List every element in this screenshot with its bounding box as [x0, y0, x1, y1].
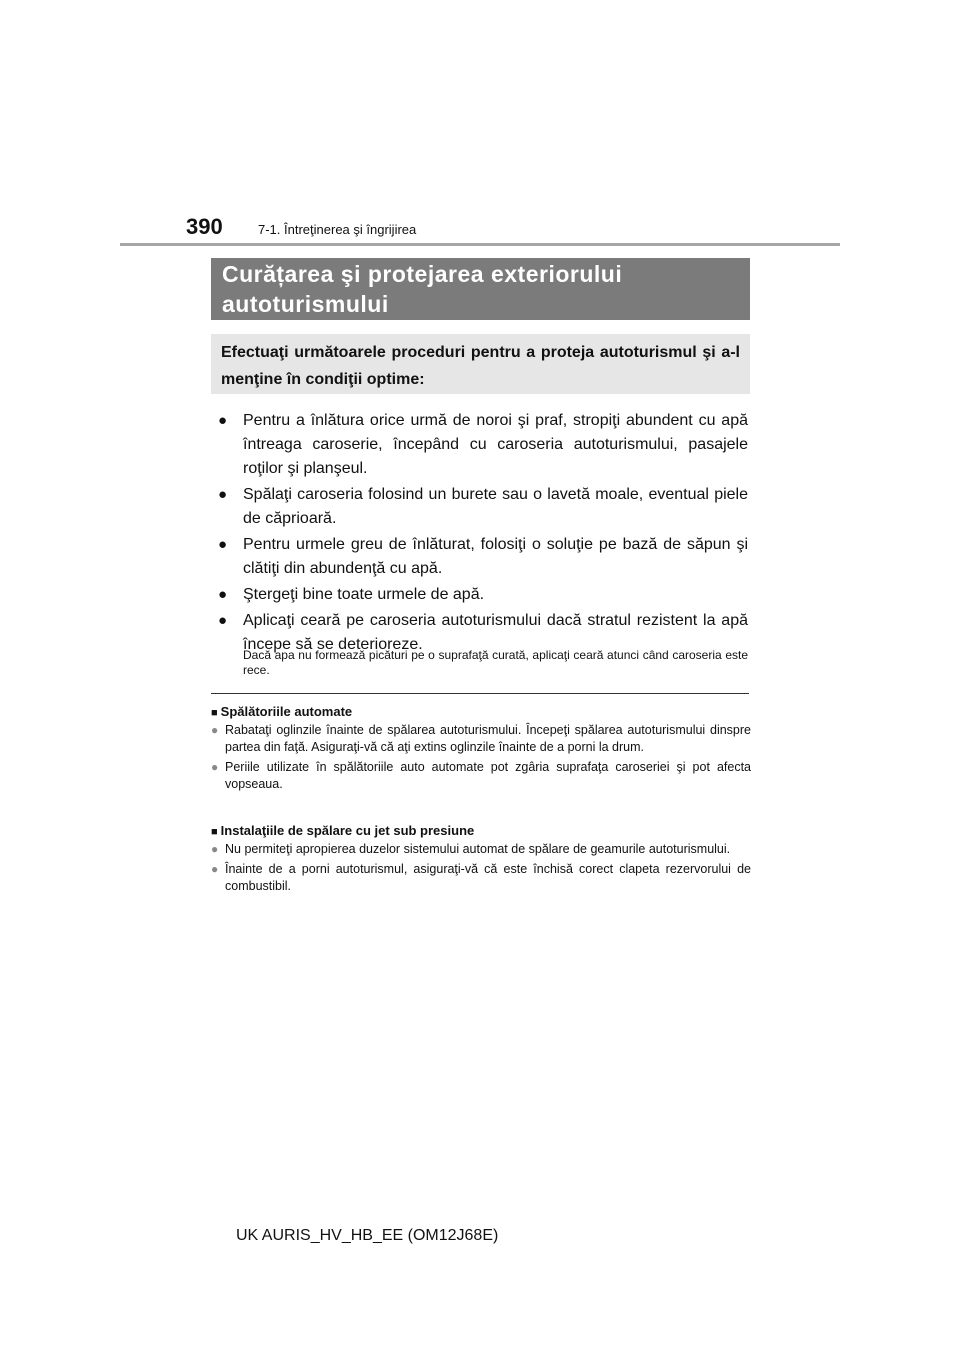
note-text: Dacă apa nu formează picături pe o suprafaţă curată, aplicaţi ceară atunci când caroseria este rece.	[243, 648, 748, 677]
bullet-text: Ştergeţi bine toate urmele de apă.	[243, 586, 485, 603]
footer-doc-id: UK AURIS_HV_HB_EE (OM12J68E)	[236, 1227, 499, 1244]
bullet-dot-icon: ●	[218, 612, 228, 629]
section-high-pressure-wash	[211, 822, 751, 898]
bullet-dot-icon: ●	[218, 412, 228, 429]
bullet-dot-icon: ●	[218, 586, 228, 603]
section-item	[211, 722, 751, 756]
square-bullet-icon: ■	[211, 707, 218, 719]
section-item	[211, 759, 751, 793]
section-item-text: Rabataţi oglinzile înainte de spălarea autoturismului. Începeţi spălarea autoturismului dinspre partea din faţă. Asiguraţi-vă că aţi extins oglinzile înainte de a porni la drum.	[225, 723, 751, 754]
bullet-dot-icon: ●	[218, 486, 228, 503]
bullet-item	[218, 409, 748, 481]
page-title: Curățarea şi protejarea exteriorului autoturismului	[211, 258, 750, 320]
square-bullet-icon: ■	[211, 826, 218, 838]
section-divider	[211, 693, 749, 694]
section-title	[211, 703, 751, 722]
section-automatic-car-wash	[211, 703, 751, 796]
intro-box: Efectuaţi următoarele proceduri pentru a proteja autoturismul şi a-l menţine în condiţii optime:	[211, 334, 750, 394]
bullet-text: Pentru urmele greu de înlăturat, folosiţi o soluţie pe bază de săpun şi clătiţi din abundenţă cu apă.	[243, 536, 748, 577]
bullet-dot-icon: ●	[211, 723, 219, 737]
bullet-text: Aplicaţi ceară pe caroseria autoturismului dacă stratul rezistent la apă începe să se deterioreze.	[243, 612, 748, 653]
main-bullet-list	[218, 409, 748, 659]
section-header: 7-1. Întreţinerea şi îngrijirea	[258, 222, 417, 237]
section-title-text: Instalaţiile de spălare cu jet sub presiune	[220, 823, 475, 838]
section-item	[211, 841, 751, 858]
header-rule	[120, 243, 840, 246]
section-title-text: Spălătoriile automate	[220, 704, 353, 719]
bullet-dot-icon: ●	[211, 842, 219, 856]
bullet-item	[218, 483, 748, 531]
bullet-item	[218, 583, 748, 607]
page-number: 390	[186, 214, 223, 239]
bullet-dot-icon: ●	[211, 760, 219, 774]
bullet-text: Spălaţi caroseria folosind un burete sau o lavetă moale, eventual piele de căprioară.	[243, 486, 748, 527]
section-item	[211, 861, 751, 895]
section-title	[211, 822, 751, 841]
section-item-text: Înainte de a porni autoturismul, asiguraţi-vă că este închisă corect clapeta rezervorului de combustibil.	[225, 862, 751, 893]
section-item-text: Nu permiteţi apropierea duzelor sistemului automat de spălare de geamurile autoturismului.	[225, 842, 731, 856]
bullet-text: Pentru a înlătura orice urmă de noroi şi praf, stropiţi abundent cu apă întreaga caroserie, începând cu caroseria autoturismului, pasajele roţilor şi planşeul.	[243, 412, 748, 477]
bullet-item	[218, 533, 748, 581]
section-item-text: Periile utilizate în spălătoriile auto automate pot zgâria suprafaţa caroseriei şi pot afecta vopseaua.	[225, 760, 751, 791]
bullet-dot-icon: ●	[211, 862, 219, 876]
bullet-dot-icon: ●	[218, 536, 228, 553]
